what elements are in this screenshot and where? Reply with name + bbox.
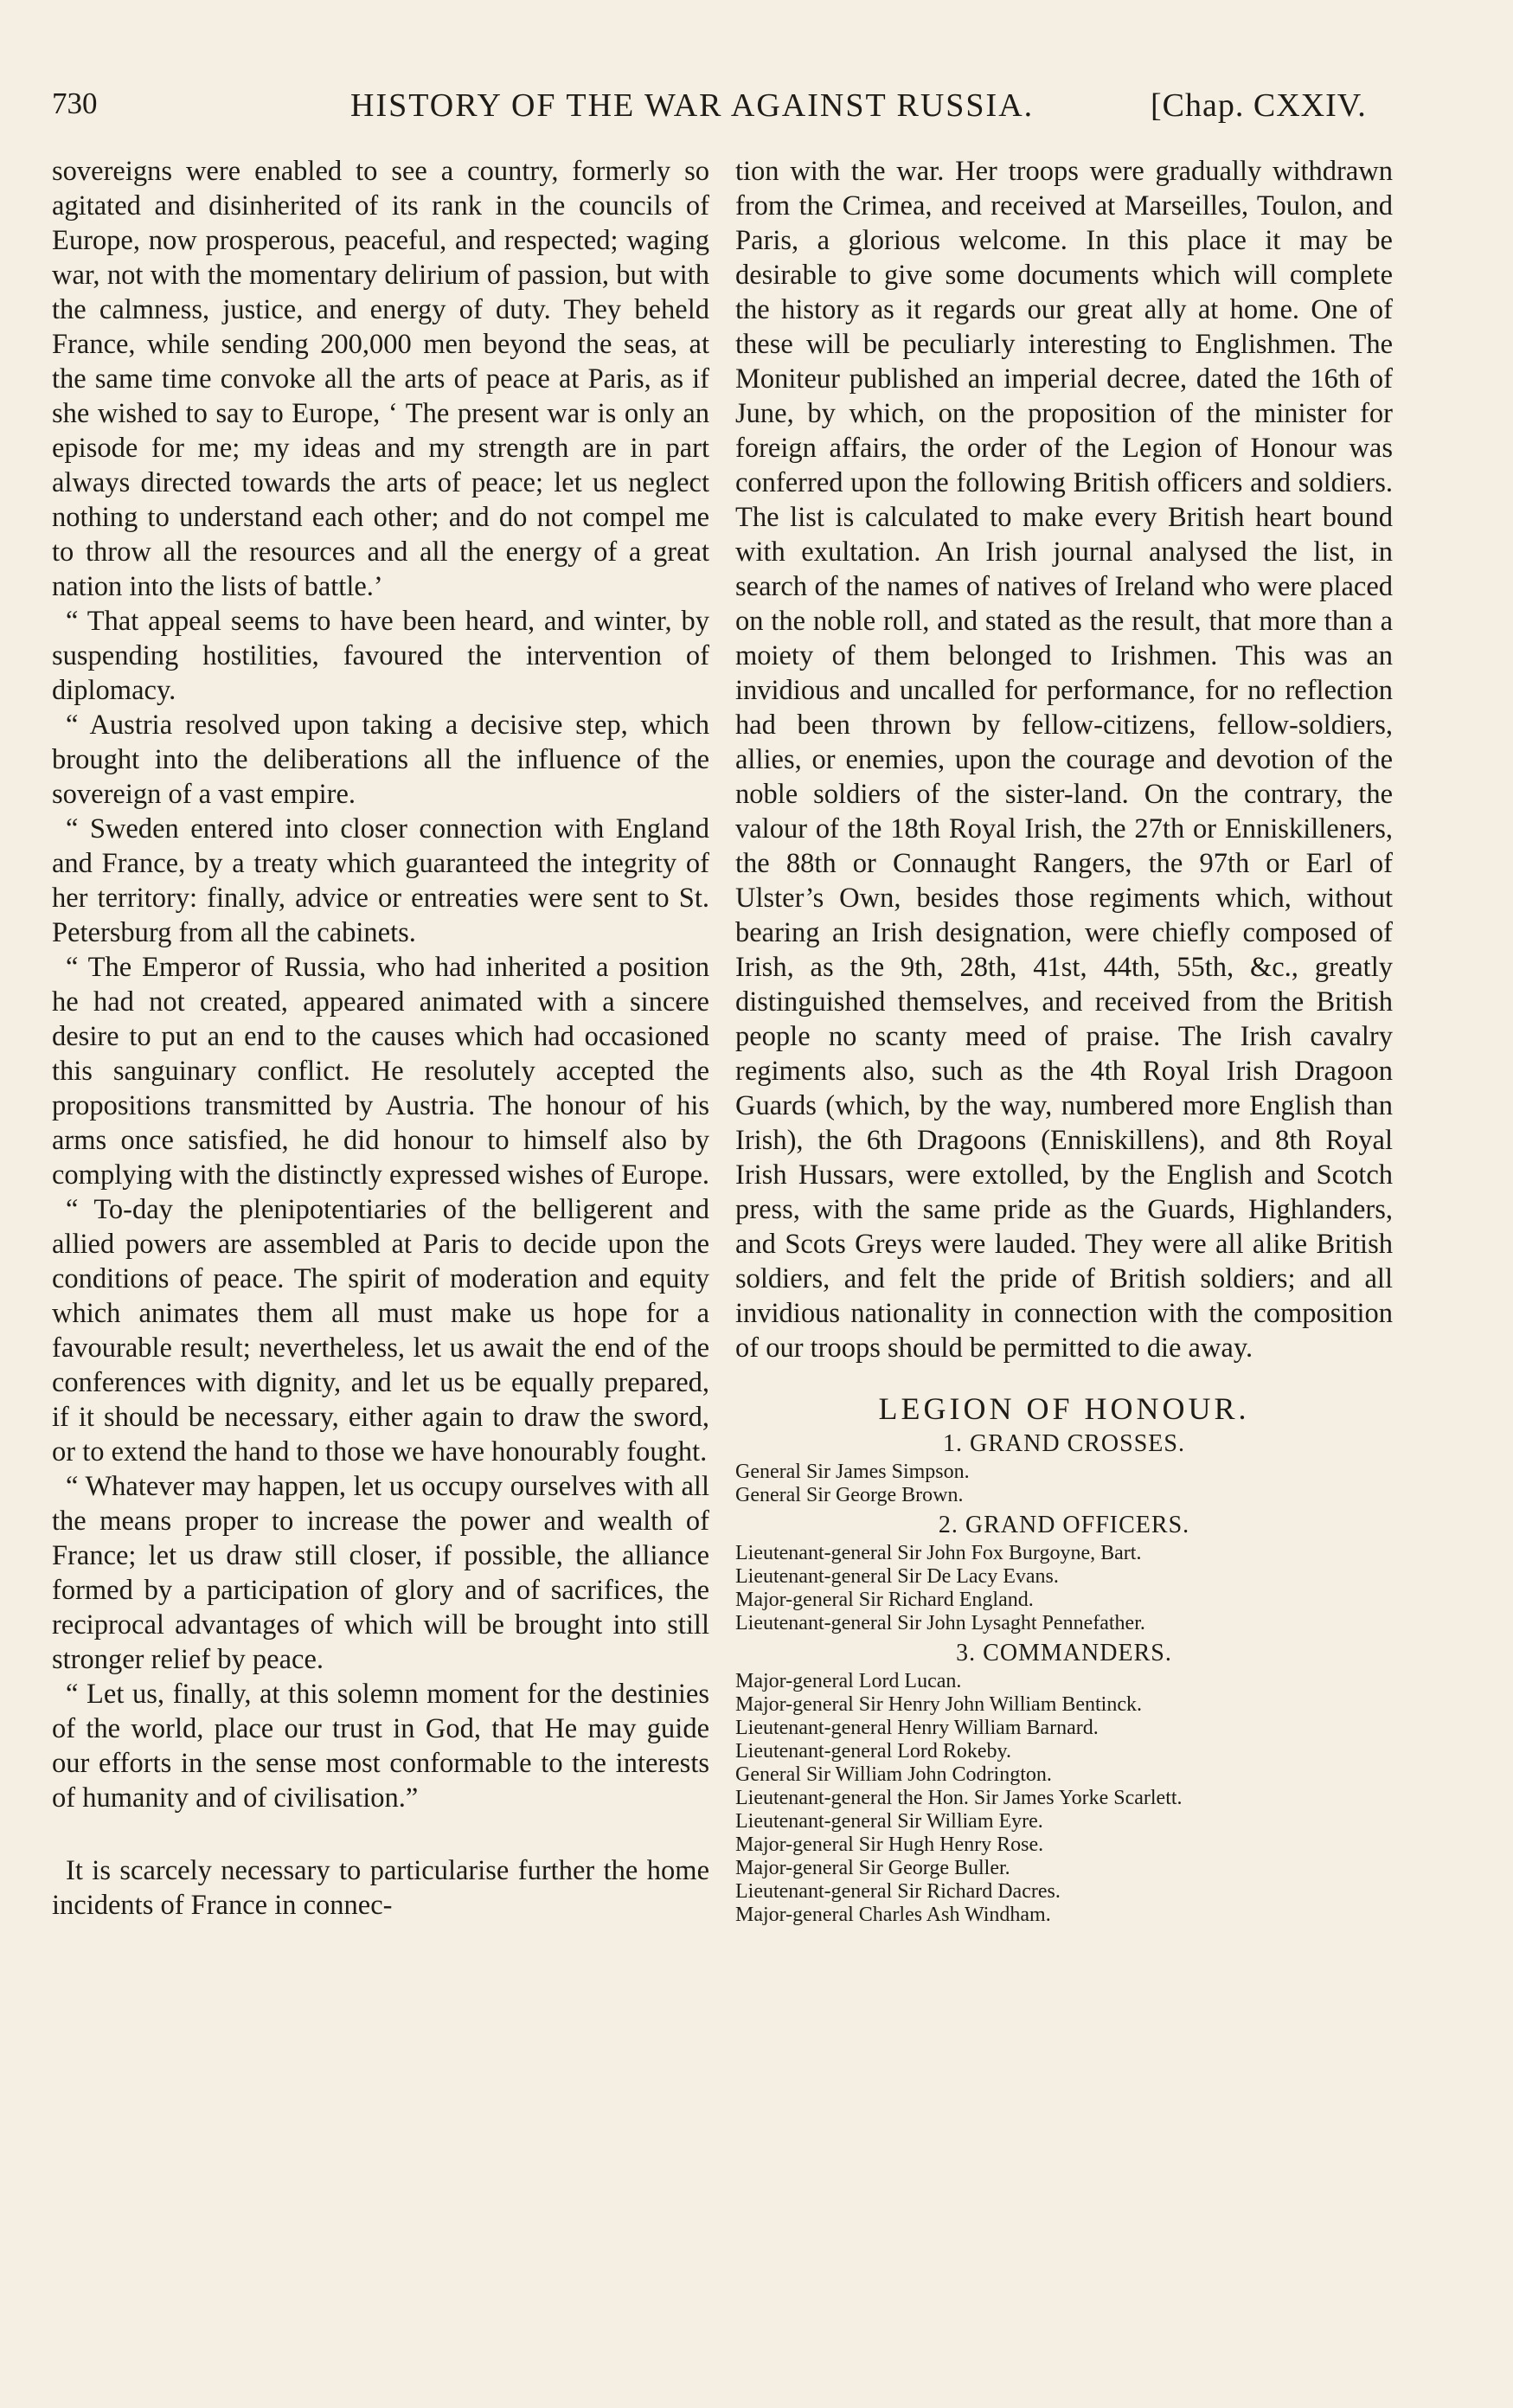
honour-name: Major-general Sir Hugh Henry Rose. xyxy=(735,1833,1044,1856)
paragraph: “ Whatever may happen, let us occupy ourselves with all the means proper to increase the power and wealth of France; let us draw still closer, if possible, the alliance formed by a participation of glory and of sacrifices, the reciprocal advantages of which will be brought into still stronger relief by peace. xyxy=(52,1471,709,1675)
honour-name: Lieutenant-general Sir John Lysaght Pennefather. xyxy=(735,1612,1145,1634)
section-heading: 1. GRAND CROSSES. xyxy=(943,1430,1185,1457)
paragraph: “ To-day the plenipotentiaries of the belligerent and allied powers are assembled at Paris to decide upon the conditions of peace. The spirit of moderation and equity which animates them all must make us hope for a favourable result; nevertheless, let us await the end of the conferences with dignity, and let us be equally prepared, if it should be necessary, either again to draw the sword, or to extend the hand to those we have honourably fought. xyxy=(52,1194,709,1467)
page-number: 730 xyxy=(52,87,98,120)
honour-name: General Sir James Simpson. xyxy=(735,1461,970,1483)
paragraph: “ Sweden entered into closer connection with England and France, by a treaty which guaranteed the integrity of her territory: finally, advice or entreaties were sent to St. Petersburg from all the cabinets. xyxy=(52,813,709,948)
chapter-label: [Chap. CXXIV. xyxy=(1151,87,1367,124)
honour-list xyxy=(735,1542,1393,1635)
paragraph: “ The Emperor of Russia, who had inherited a position he had not created, appeared animated with a sincere desire to put an end to the causes which had occasioned this sanguinary conflict. He resolutely accepted the propositions transmitted by Austria. The honour of his arms once satisfied, he did honour to himself also by complying with the distinctly expressed wishes of Europe. xyxy=(52,952,710,1191)
paragraph: “ Let us, finally, at this solemn moment for the destinies of the world, place our trust in God, that He may guide our efforts in the sense most conformable to the interests of humanity and of civilisation.” xyxy=(52,1679,709,1814)
page-header xyxy=(52,87,1401,130)
honour-list xyxy=(735,1670,1393,1927)
paragraph: “ That appeal seems to have been heard, and winter, by suspending hostilities, favoured the intervention of diplomacy. xyxy=(52,606,709,706)
right-column xyxy=(735,154,1393,1927)
honour-name: Lieutenant-general Sir John Fox Burgoyne, Bart. xyxy=(735,1542,1142,1564)
honour-name: General Sir William John Codrington. xyxy=(735,1763,1052,1786)
honour-name: Lieutenant-general Sir Richard Dacres. xyxy=(735,1880,1061,1903)
honour-name: Major-general Sir Henry John William Bentinck. xyxy=(735,1693,1143,1716)
honour-name: Major-general Charles Ash Windham. xyxy=(735,1904,1051,1926)
honour-name: Lieutenant-general Lord Rokeby. xyxy=(735,1740,1011,1763)
paragraph: tion with the war. Her troops were gradually withdrawn from the Crimea, and received at Marseilles, Toulon, and Paris, a glorious welcome. In this place it may be desirable to give some documents which will complete the history as it regards our great ally at home. One of these will be peculiarly interesting to Englishmen. The Moniteur published an imperial decree, dated the 16th of June, by which, on the proposition of the minister for foreign affairs, the order of the Legion of Honour was conferred upon the following British officers and soldiers. The list is calculated to make every British heart bound with exultation. An Irish journal analysed the list, in search of the names of natives of Ireland who were placed on the noble roll, and stated as the result, that more than a moiety of them belonged to Irishmen. This was an invidious and uncalled for performance, for no reflection had been thrown by fellow-citizens, fellow-soldiers, allies, or enemies, upon the courage and devotion of the noble soldiers of the sister-land. On the contrary, the valour of the 18th Royal Irish, the 27th or Enniskilleners, the 88th or Connaught Rangers, the 97th or Earl of Ulster’s Own, besides those regiments which, without bearing an Irish designation, were chiefly composed of Irish, as the 9th, 28th, 41st, 44th, 55th, &c., greatly distinguished themselves, and received from the British people no scanty meed of praise. The Irish cavalry regiments also, such as the 4th Royal Irish Dragoon Guards (which, by the way, numbered more English than Irish), the 6th Dragoons (Enniskillens), and 8th Royal Irish Hussars, were extolled, by the English and Scotch press, with the same pride as the Guards, Highlanders, and Scots Greys were lauded. They were all alike British soldiers, and felt the pride of British soldiers; and all invidious nationality in connection with the composition of our troops should be permitted to die away. xyxy=(735,156,1393,1364)
paragraph: It is scarcely necessary to particularise further the home incidents of France in connec- xyxy=(52,1855,709,1921)
honour-name: Major-general Sir George Buller. xyxy=(735,1857,1010,1879)
honour-name: General Sir George Brown. xyxy=(735,1484,964,1506)
left-column xyxy=(52,154,709,1923)
honour-name: Lieutenant-general Sir De Lacy Evans. xyxy=(735,1565,1059,1588)
honour-name: Major-general Sir Richard England. xyxy=(735,1589,1034,1611)
running-title: HISTORY OF THE WAR AGAINST RUSSIA. xyxy=(350,87,1035,124)
honour-list xyxy=(735,1461,1393,1507)
honour-name: Lieutenant-general Henry William Barnard. xyxy=(735,1717,1099,1739)
paragraph: “ Austria resolved upon taking a decisive step, which brought into the deliberations all the influence of the sovereign of a vast empire. xyxy=(52,710,709,810)
paragraph: sovereigns were enabled to see a country, formerly so agitated and disinherited of its rank in the councils of Europe, now prosperous, peaceful, and respected; waging war, not with the momentary delirium of passion, but with the calmness, justice, and energy of duty. They beheld France, while sending 200,000 men beyond the seas, at the same time convoke all the arts of peace at Paris, as if she wished to say to Europe, ‘ The present war is only an episode for me; my ideas and my strength are in part always directed towards the arts of peace; let us neglect nothing to understand each other; and do not compel me to throw all the resources and all the energy of a great nation into the lists of battle.’ xyxy=(52,156,709,602)
section-heading: 2. GRAND OFFICERS. xyxy=(938,1512,1190,1538)
honour-name: Major-general Lord Lucan. xyxy=(735,1670,962,1692)
legion-title: LEGION OF HONOUR. xyxy=(878,1391,1250,1426)
section-heading: 3. COMMANDERS. xyxy=(956,1640,1172,1666)
honour-name: Lieutenant-general Sir William Eyre. xyxy=(735,1810,1043,1833)
honour-name: Lieutenant-general the Hon. Sir James Yorke Scarlett. xyxy=(735,1787,1183,1809)
